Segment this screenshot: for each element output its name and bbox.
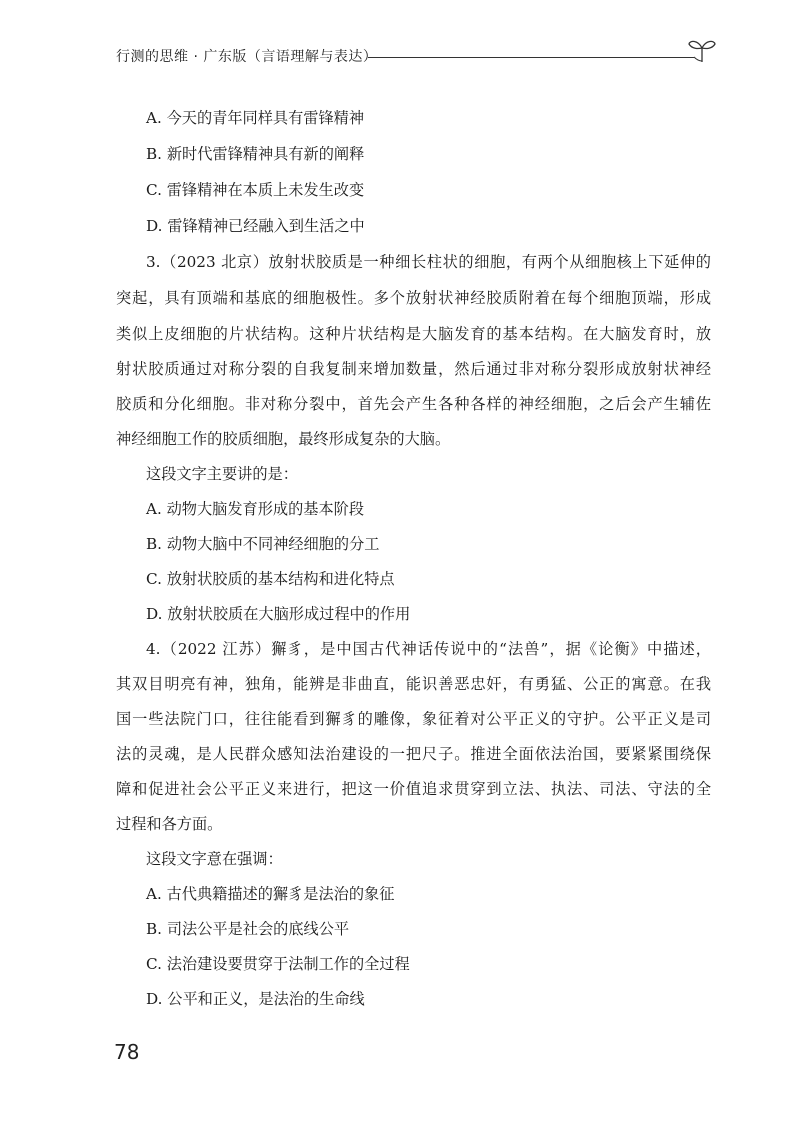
q3-line-6: 神经细胞工作的胶质细胞，最终形成复杂的大脑。 (116, 430, 451, 448)
q4-line-4: 法的灵魂，是人民群众感知法治建设的一把尺子。推进全面依法治国，要紧紧围绕保 (116, 745, 711, 763)
header-rule (368, 57, 694, 58)
q4-line-3: 国一些法院门口，往往能看到獬豸的雕像，象征着对公平正义的守护。公平正义是司 (116, 710, 711, 728)
q4-option-a: A. 古代典籍描述的獬豸是法治的象征 (146, 885, 395, 903)
running-header (116, 36, 716, 66)
header-title: 行测的思维 · 广东版（言语理解与表达） (116, 49, 378, 65)
q2-option-c: C. 雷锋精神在本质上未发生改变 (146, 181, 365, 199)
q3-option-b: B. 动物大脑中不同神经细胞的分工 (146, 535, 380, 553)
q3-option-a: A. 动物大脑发育形成的基本阶段 (146, 500, 365, 518)
q3-line-3: 类似上皮细胞的片状结构。这种片状结构是大脑发育的基本结构。在大脑发育时，放 (116, 325, 711, 343)
q4-option-b: B. 司法公平是社会的底线公平 (146, 920, 350, 938)
q4-line-5: 障和促进社会公平正义来进行，把这一价值追求贯穿到立法、执法、司法、守法的全 (116, 780, 711, 798)
q4-option-c: C. 法治建设要贯穿于法制工作的全过程 (146, 955, 410, 973)
q2-option-a: A. 今天的青年同样具有雷锋精神 (146, 109, 365, 127)
q3-option-d: D. 放射状胶质在大脑形成过程中的作用 (146, 605, 411, 623)
q2-option-b: B. 新时代雷锋精神具有新的阐释 (146, 145, 365, 163)
q4-line-2: 其双目明亮有神，独角，能辨是非曲直，能识善恶忠奸，有勇猛、公正的寓意。在我 (116, 675, 711, 693)
q4-option-d: D. 公平和正义，是法治的生命线 (146, 990, 365, 1008)
q3-prompt: 这段文字主要讲的是： (146, 465, 298, 483)
q4-line-1: 4.（2022 江苏）獬豸，是中国古代神话传说中的“法兽”，据《论衡》中描述， (146, 640, 711, 658)
q4-line-6: 过程和各方面。 (116, 815, 223, 833)
page-number: 78 (114, 1040, 140, 1064)
sprout-icon (686, 36, 718, 64)
q3-line-1: 3.（2023 北京）放射状胶质是一种细长柱状的细胞，有两个从细胞核上下延伸的 (146, 253, 711, 271)
q2-option-d: D. 雷锋精神已经融入到生活之中 (146, 217, 365, 235)
q3-line-4: 射状胶质通过对称分裂的自我复制来增加数量，然后通过非对称分裂形成放射状神经 (116, 360, 711, 378)
q3-line-5: 胶质和分化细胞。非对称分裂中，首先会产生各种各样的神经细胞，之后会产生辅佐 (116, 395, 711, 413)
q4-prompt: 这段文字意在强调： (146, 850, 283, 868)
q3-option-c: C. 放射状胶质的基本结构和进化特点 (146, 570, 395, 588)
q3-line-2: 突起，具有顶端和基底的细胞极性。多个放射状神经胶质附着在每个细胞顶端，形成 (116, 289, 711, 307)
